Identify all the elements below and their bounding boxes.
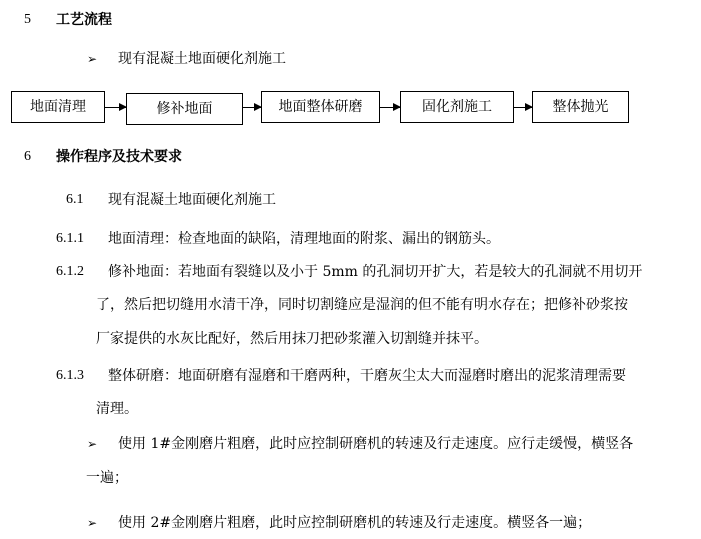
section-6-number: 6 [24, 149, 31, 164]
flow-step-5: 整体抛光 [532, 91, 629, 123]
bullet-1-line-1: 使用 1#金刚磨片粗磨，此时应控制研磨机的转速及行走速度。应行走缓慢，横竖各 [118, 436, 634, 452]
s6-1-title: 现有混凝土地面硬化剂施工 [108, 192, 276, 208]
bullet-arrow-icon: ➢ [87, 516, 98, 530]
flow-step-4: 固化剂施工 [400, 91, 514, 123]
bullet-arrow-icon: ➢ [87, 52, 98, 66]
s6-1-3-line-2: 清理。 [96, 401, 138, 417]
bullet-arrow-icon: ➢ [87, 437, 98, 451]
flow-arrow-3 [380, 107, 400, 108]
flow-arrow-4 [514, 107, 532, 108]
s6-1-2-number: 6.1.2 [56, 264, 84, 279]
flow-arrow-2 [243, 107, 261, 108]
flow-step-1: 地面清理 [11, 91, 105, 123]
section-5-title: 工艺流程 [56, 12, 112, 28]
s6-1-2-line-2: 了，然后把切缝用水清干净，同时切割缝应是湿润的但不能有明水存在；把修补砂浆按 [96, 297, 628, 313]
flow-step-2: 修补地面 [126, 93, 243, 125]
s6-1-number: 6.1 [66, 192, 84, 207]
s6-1-2-line-1: 修补地面：若地面有裂缝以及小于 5mm 的孔洞切开扩大，若是较大的孔洞就不用切开 [108, 264, 643, 280]
sub-5-title: 现有混凝土地面硬化剂施工 [118, 51, 286, 67]
bullet-2-line-1: 使用 2#金刚磨片粗磨，此时应控制研磨机的转速及行走速度。横竖各一遍； [118, 515, 592, 531]
s6-1-2-line-3: 厂家提供的水灰比配好，然后用抹刀把砂浆灌入切割缝并抹平。 [96, 331, 488, 347]
section-5-number: 5 [24, 12, 31, 27]
flow-step-3: 地面整体研磨 [261, 91, 380, 123]
s6-1-3-number: 6.1.3 [56, 368, 84, 383]
s6-1-1-number: 6.1.1 [56, 231, 84, 246]
s6-1-3-line-1: 整体研磨：地面研磨有湿磨和干磨两种，干磨灰尘太大而湿磨时磨出的泥浆清理需要 [108, 368, 626, 384]
s6-1-1-text: 地面清理：检查地面的缺陷，清理地面的附浆、漏出的钢筋头。 [108, 231, 500, 247]
flow-arrow-1 [105, 107, 126, 108]
section-6-title: 操作程序及技术要求 [56, 149, 182, 165]
bullet-1-line-2: 一遍； [86, 470, 128, 486]
